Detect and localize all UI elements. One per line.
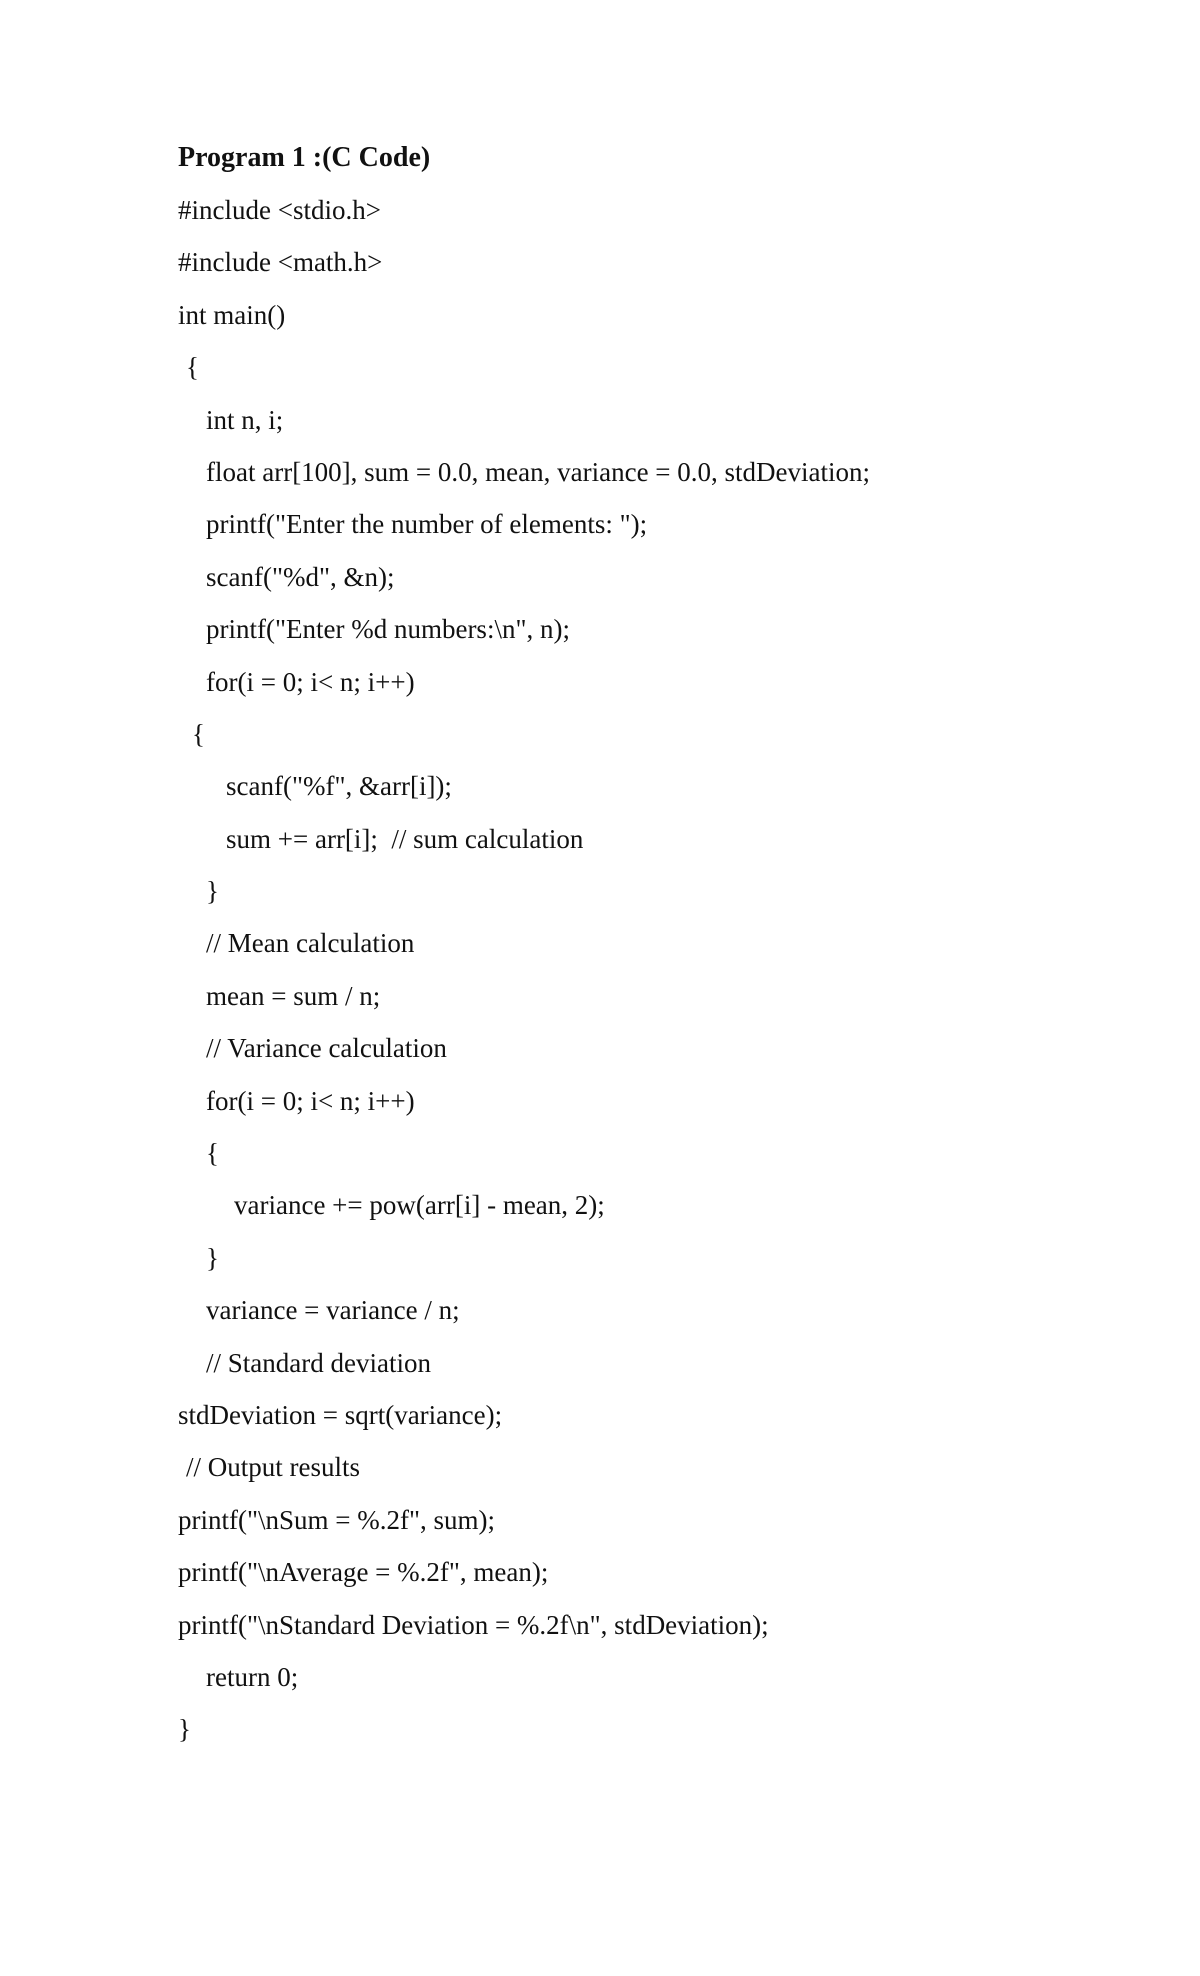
code-line: variance = variance / n; — [206, 1295, 460, 1326]
code-line: for(i = 0; i< n; i++) — [206, 1085, 415, 1116]
code-line: mean = sum / n; — [206, 980, 381, 1011]
code-line: scanf("%d", &n); — [206, 561, 395, 592]
code-line: // Mean calculation — [206, 928, 415, 959]
code-line: #include <stdio.h> — [178, 195, 381, 225]
program-heading: Program 1 :(C Code) — [178, 142, 431, 173]
code-line: int main() — [178, 299, 286, 330]
code-line: // Variance calculation — [206, 1033, 447, 1064]
code-line: printf("Enter the number of elements: "); — [206, 509, 648, 540]
code-line: printf("Enter %d numbers:\n", n); — [206, 614, 570, 645]
code-line: printf("\nAverage = %.2f", mean); — [178, 1557, 549, 1588]
code-line: // Standard deviation — [206, 1347, 431, 1378]
code-line: return 0; — [206, 1661, 299, 1692]
code-line: stdDeviation = sqrt(variance); — [178, 1399, 503, 1430]
code-line: int n, i; — [206, 404, 284, 435]
code-line: { — [206, 1138, 219, 1169]
code-line: // Output results — [186, 1452, 360, 1483]
code-line: float arr[100], sum = 0.0, mean, variance = 0.0, stdDeviation; — [206, 456, 871, 487]
code-line: scanf("%f", &arr[i]); — [226, 771, 452, 802]
code-line: } — [178, 1714, 191, 1745]
code-line: variance += pow(arr[i] - mean, 2); — [234, 1190, 605, 1221]
code-line: #include <math.h> — [178, 247, 383, 278]
code-line: } — [206, 876, 219, 907]
code-line: printf("\nStandard Deviation = %.2f\n", stdDeviation); — [178, 1609, 769, 1640]
code-line: for(i = 0; i< n; i++) — [206, 666, 415, 697]
code-listing — [178, 192, 1138, 1764]
code-line: } — [206, 1242, 219, 1273]
code-line: printf("\nSum = %.2f", sum); — [178, 1504, 495, 1535]
code-line: { — [186, 352, 199, 383]
code-line: { — [192, 718, 205, 749]
code-line: sum += arr[i]; // sum calculation — [226, 823, 584, 854]
